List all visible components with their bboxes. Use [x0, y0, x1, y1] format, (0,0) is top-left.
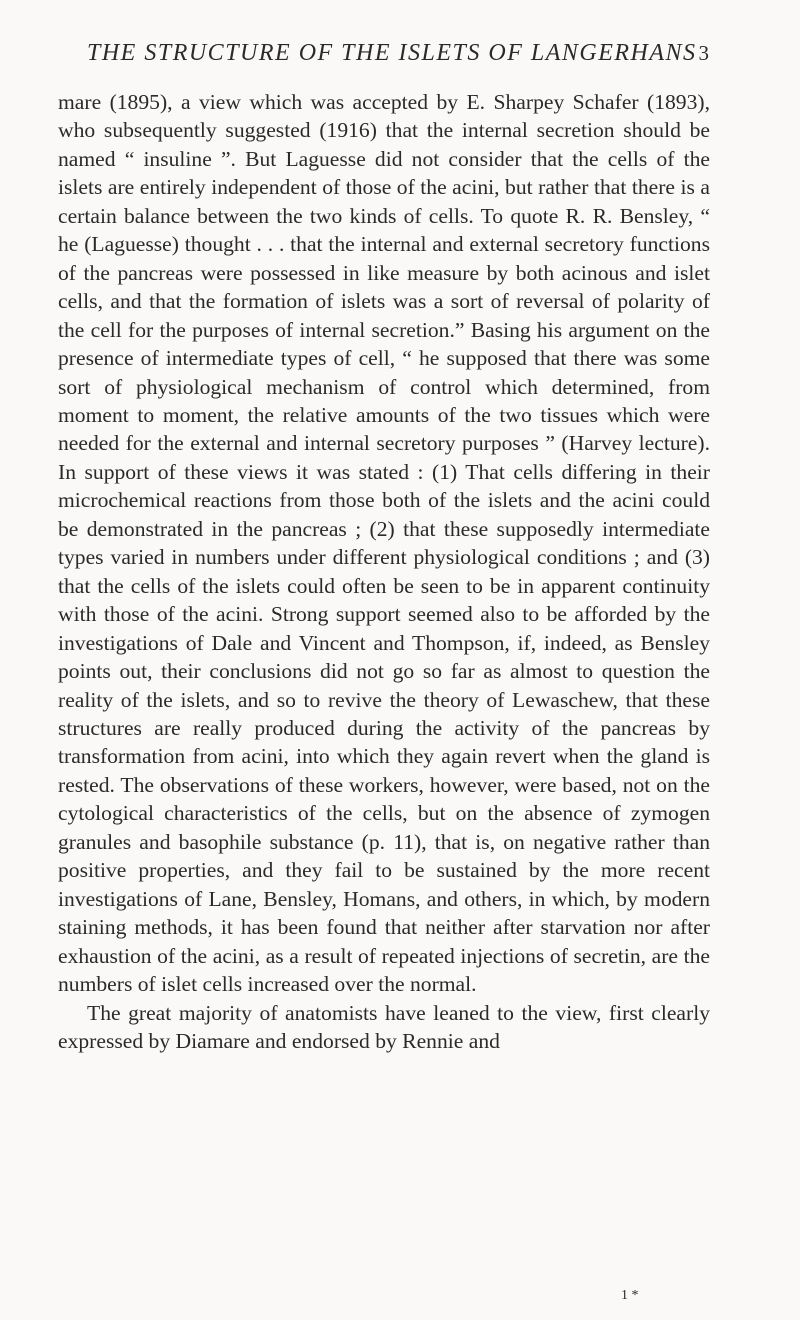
running-title: THE STRUCTURE OF THE ISLETS OF LANGERHANS [87, 40, 697, 66]
paragraph: The great majority of anatomists have leaned to the view, first clearly expressed by Diamare and endorsed by Rennie and [58, 1000, 710, 1053]
page-number: 3 [698, 41, 709, 65]
paragraph: mare (1895), a view which was accepted by E. Sharpey Schafer (1893), who subsequently suggested (1916) that the internal secretion should be named “ insuline ”. But Laguesse did not consider that the cells of the islets are entirely independent of those of the acini, but rather that there is a certain balance between the two kinds of cells. To quote R. R. Bensley, “ he (Laguesse) thought . . . that the internal and external secretory functions of the pancreas were possessed in like measure by both acinous and islet cells, and that the formation of islets was a sort of reversal of polarity of the cell for the purposes of internal secretion.” Basing his argument on the presence of intermediate types of cell, “ he supposed that there was some sort of physiological mechanism of control which determined, from moment to moment, the relative amounts of the two tissues which were needed for the external and internal secretory purposes ” (Harvey lecture). In support of these views it was stated : (1) That cells differing in their microchemical reactions from those both of the islets and the acini could be demonstrated in the pancreas ; (2) that these supposedly intermediate types varied in numbers under different physiological conditions ; and (3) that the cells of the islets could often be seen to be in apparent continuity with those of the acini. Strong support seemed also to be afforded by the investigations of Dale and Vincent and Thompson, if, indeed, as Bensley points out, their conclusions did not go so far as almost to question the reality of the islets, and so to revive the theory of Lewaschew, that these structures are really produced during the activity of the pancreas by transformation from acini, into which they again revert when the gland is rested. The observations of these workers, however, were based, not on the cytological characteristics of the cells, but on the absence of zymogen granules and basophile substance (p. 11), that is, on negative rather than positive properties, and they fail to be sustained by the more recent investigations of Lane, Bensley, Homans, and others, in which, by modern staining methods, it has been found that neither after starvation nor after exhaustion of the acini, as a result of repeated injections of secretin, are the numbers of islet cells increased over the normal. [58, 90, 710, 997]
running-head [87, 40, 709, 67]
body-text [58, 88, 710, 1055]
signature-mark: 1 * [621, 1288, 639, 1303]
